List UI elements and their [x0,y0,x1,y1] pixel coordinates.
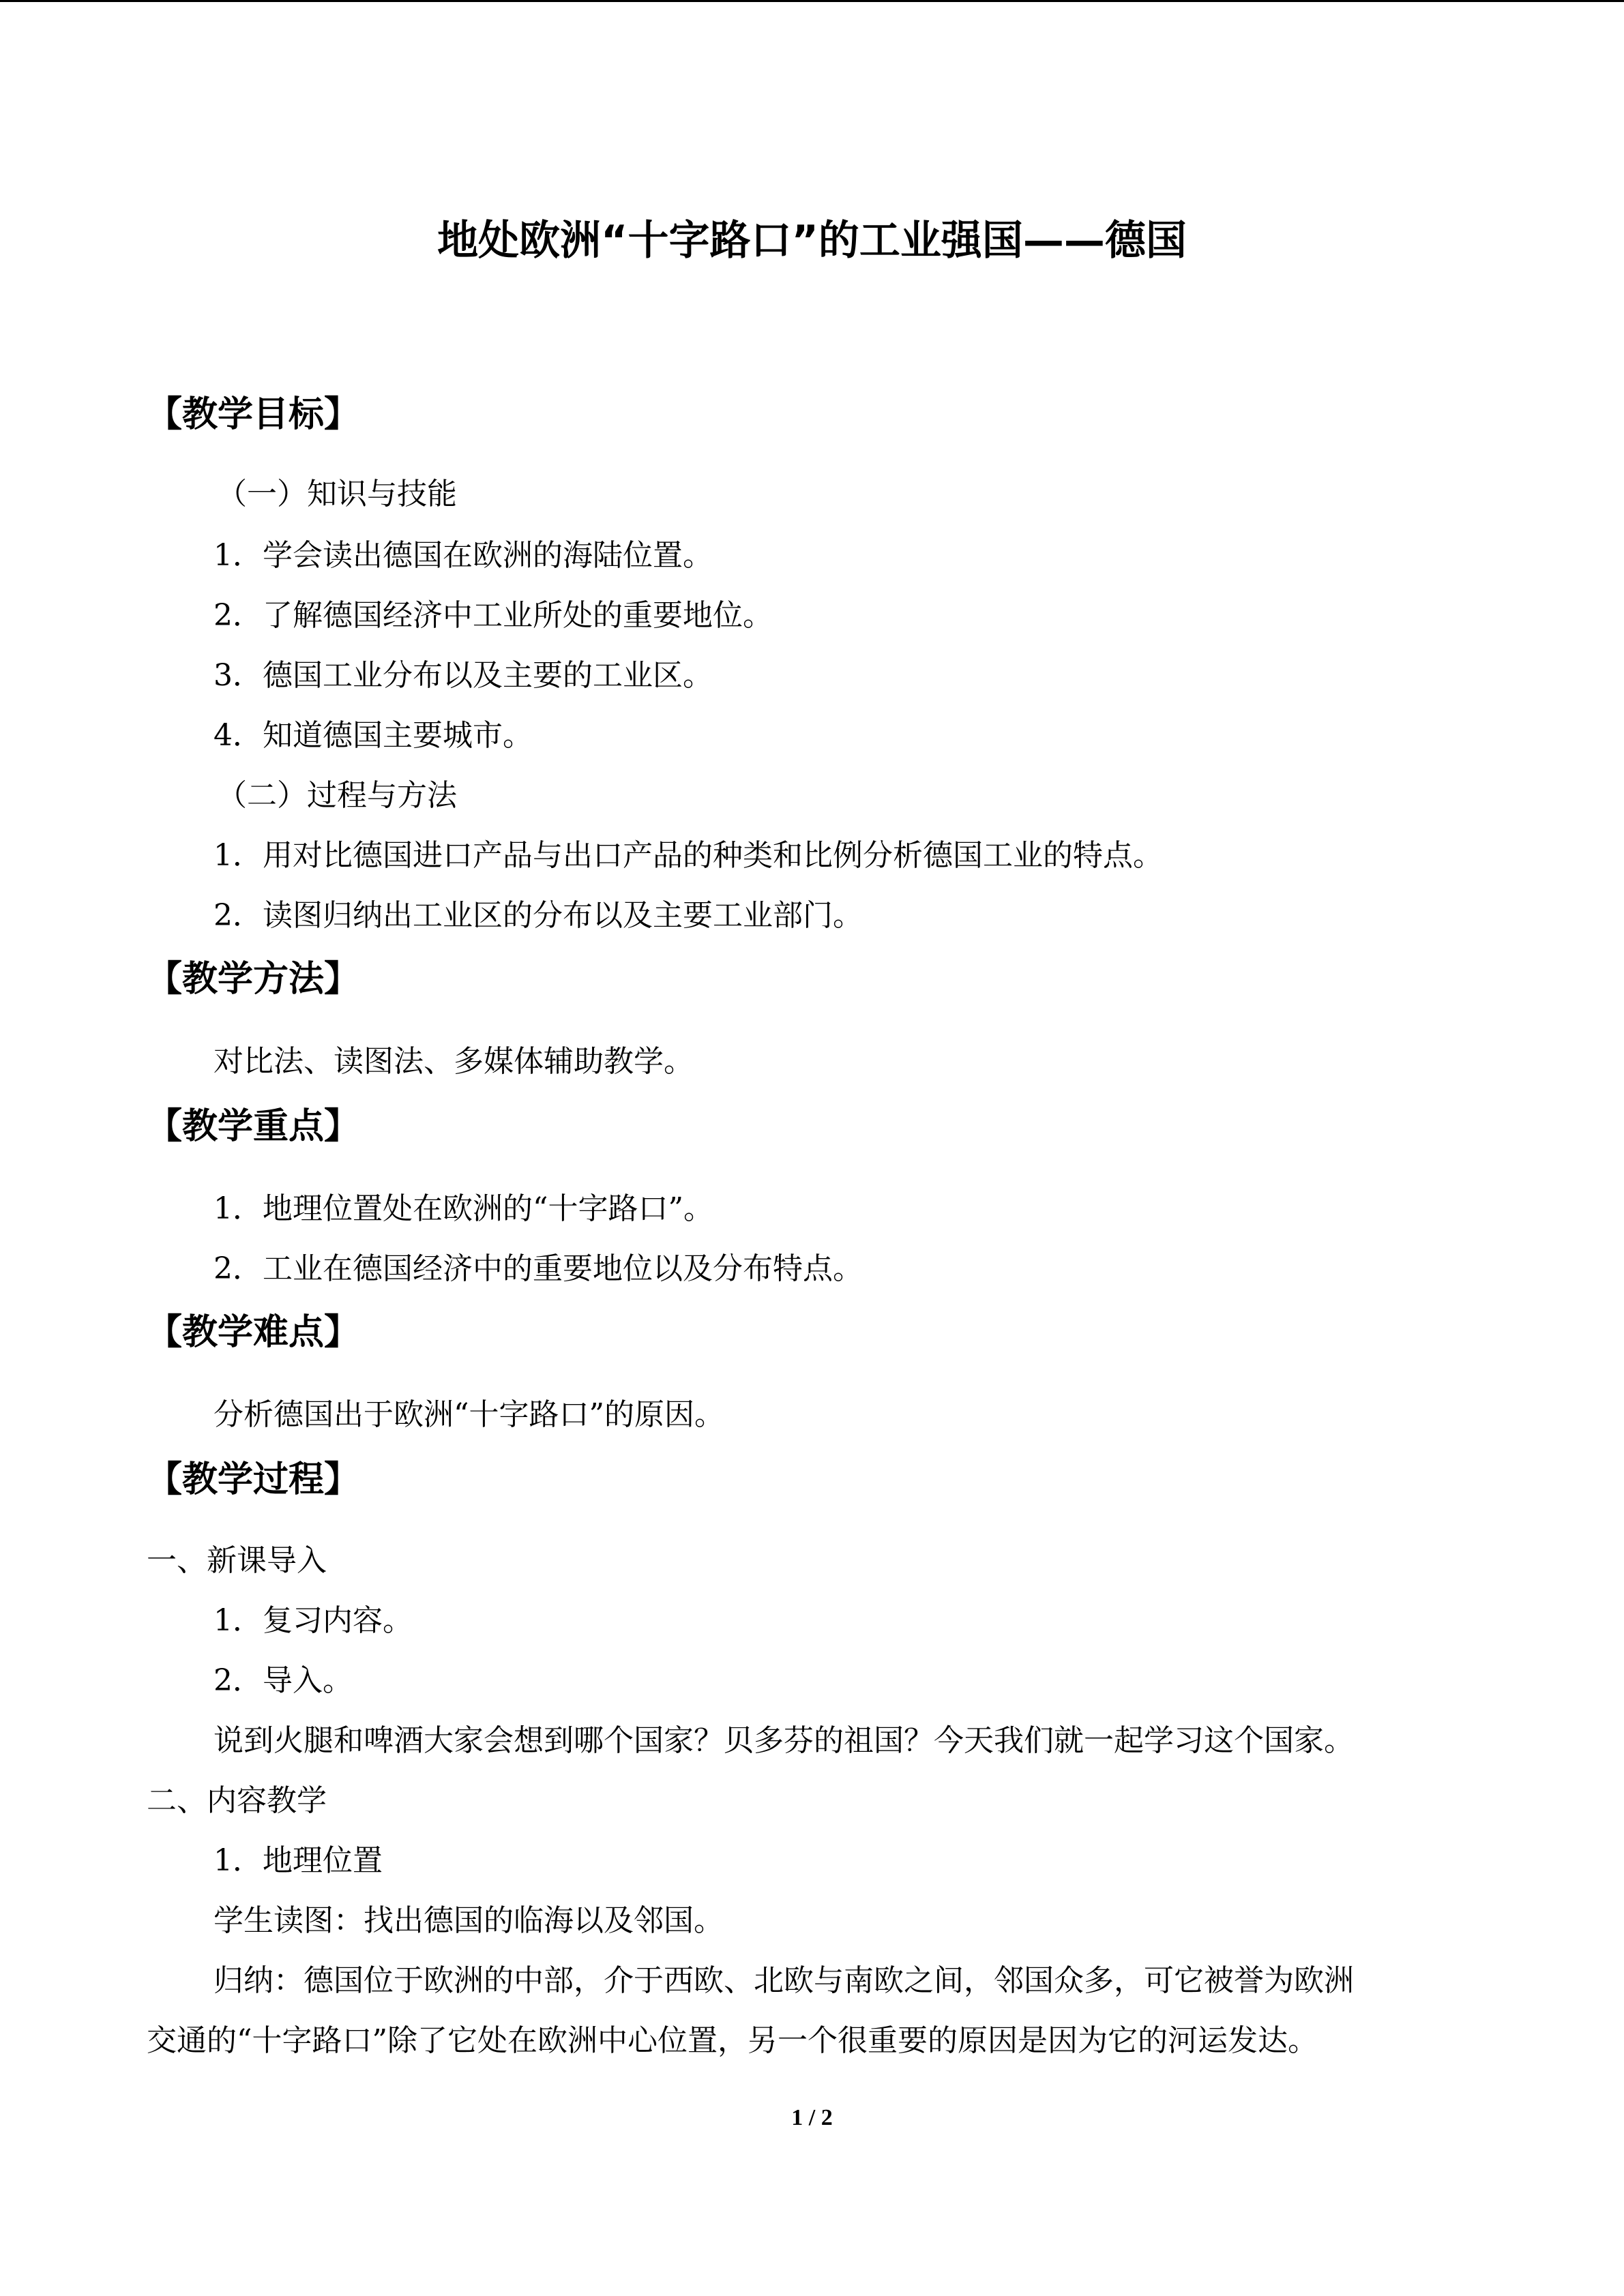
subheading-process-method: （二）过程与方法 [217,778,457,813]
key-point-item: 1．地理位置处在欧洲的“十字路口”。 [213,1191,713,1226]
process-item: 1．地理位置 [213,1843,383,1878]
objective-item: 2．了解德国经济中工业所处的重要地位。 [213,598,773,633]
heading-difficulties: 【教学难点】 [147,1312,360,1353]
objective-item: 1．用对比德国进口产品与出口产品的种类和比例分析德国工业的特点。 [213,838,1163,873]
difficulties-text: 分析德国出于欧洲“十字路口”的原因。 [213,1397,724,1432]
process-item: 1．复习内容。 [213,1603,413,1638]
heading-process: 【教学过程】 [147,1459,360,1500]
process-paragraph: 说到火腿和啤酒大家会想到哪个国家？贝多芬的祖国？今天我们就一起学习这个国家。 [213,1723,1354,1758]
heading-objectives: 【教学目标】 [147,394,360,435]
page-number: 1 / 2 [791,2105,833,2130]
objective-item: 4．知道德国主要城市。 [213,718,533,753]
objective-item: 2．读图归纳出工业区的分布以及主要工业部门。 [213,898,863,933]
process-item: 2．导入。 [213,1663,353,1698]
top-border-line [0,0,1624,2]
process-paragraph: 归纳：德国位于欧洲的中部，介于西欧、北欧与南欧之间，邻国众多，可它被誉为欧洲 [213,1963,1354,1998]
subheading-knowledge-skills: （一）知识与技能 [217,477,457,511]
methods-text: 对比法、读图法、多媒体辅助教学。 [213,1044,694,1079]
objective-item: 1．学会读出德国在欧洲的海陆位置。 [213,538,713,573]
heading-methods: 【教学方法】 [147,959,360,1000]
process-paragraph-continued: 交通的“十字路口”除了它处在欧洲中心位置，另一个很重要的原因是因为它的河运发达。 [147,2023,1318,2058]
process-part-heading: 二、内容教学 [147,1783,327,1818]
process-paragraph: 学生读图：找出德国的临海以及邻国。 [213,1903,724,1938]
key-point-item: 2．工业在德国经济中的重要地位以及分布特点。 [213,1251,863,1286]
objective-item: 3．德国工业分布以及主要的工业区。 [213,658,713,693]
document-title: 地处欧洲“十字路口”的工业强国——德国 [437,217,1187,265]
heading-key-points: 【教学重点】 [147,1106,360,1147]
process-part-heading: 一、新课导入 [147,1543,327,1578]
